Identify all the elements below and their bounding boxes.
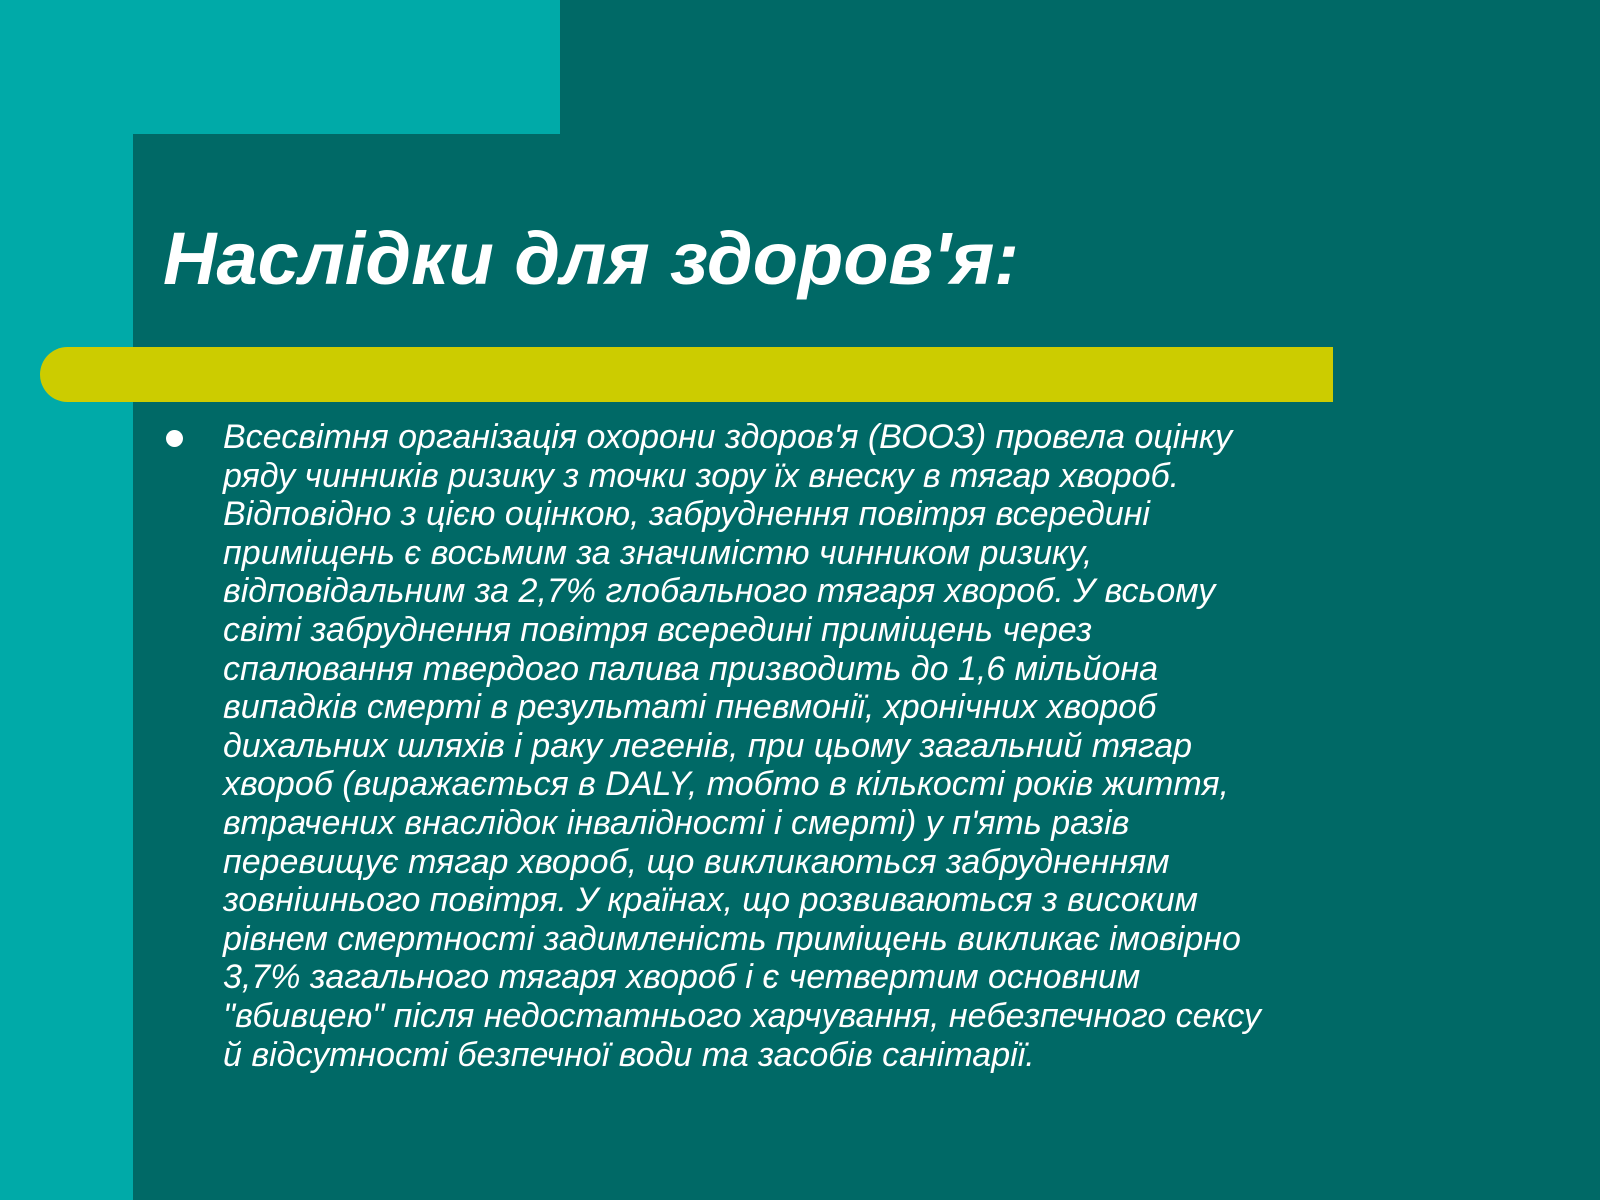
- bullet-icon: [166, 430, 183, 447]
- top-teal-block: [0, 0, 560, 134]
- slide-title: Наслідки для здоров'я:: [163, 217, 1019, 300]
- title-underline-bar: [40, 347, 1333, 402]
- slide-body-text: Всесвітня організація охорони здоров'я (ВООЗ) провела оцінку ряду чинників ризику з точки зору їх внеску в тягар хвороб. Відповідно з цією оцінкою, забруднення повітря всередині приміщень є восьмим за значимістю чинником ризику, відповідальним за 2,7% глобального тягаря хвороб. У всьому світі забруднення повітря всередині приміщень через спалювання твердого палива призводить до 1,6 мільйона випадків смерті в результаті пневмонії, хронічних хвороб дихальних шляхів і раку легенів, при цьому загальний тягар хвороб (виражається в DALY, тобто в кількості років життя, втрачених внаслідок інвалідності і смерті) у п'ять разів перевищує тягар хвороб, що викликаються забрудненням зовнішнього повітря. У країнах, що розвиваються з високим рівнем смертності задимленість приміщень викликає імовірно 3,7% загального тягаря хвороб і є четвертим основним "вбивцею" після недостатнього харчування, небезпечного сексу й відсутності безпечної води та засобів санітарії.: [223, 418, 1261, 1074]
- left-teal-band: [0, 0, 133, 1200]
- content-panel-corner: [133, 134, 193, 194]
